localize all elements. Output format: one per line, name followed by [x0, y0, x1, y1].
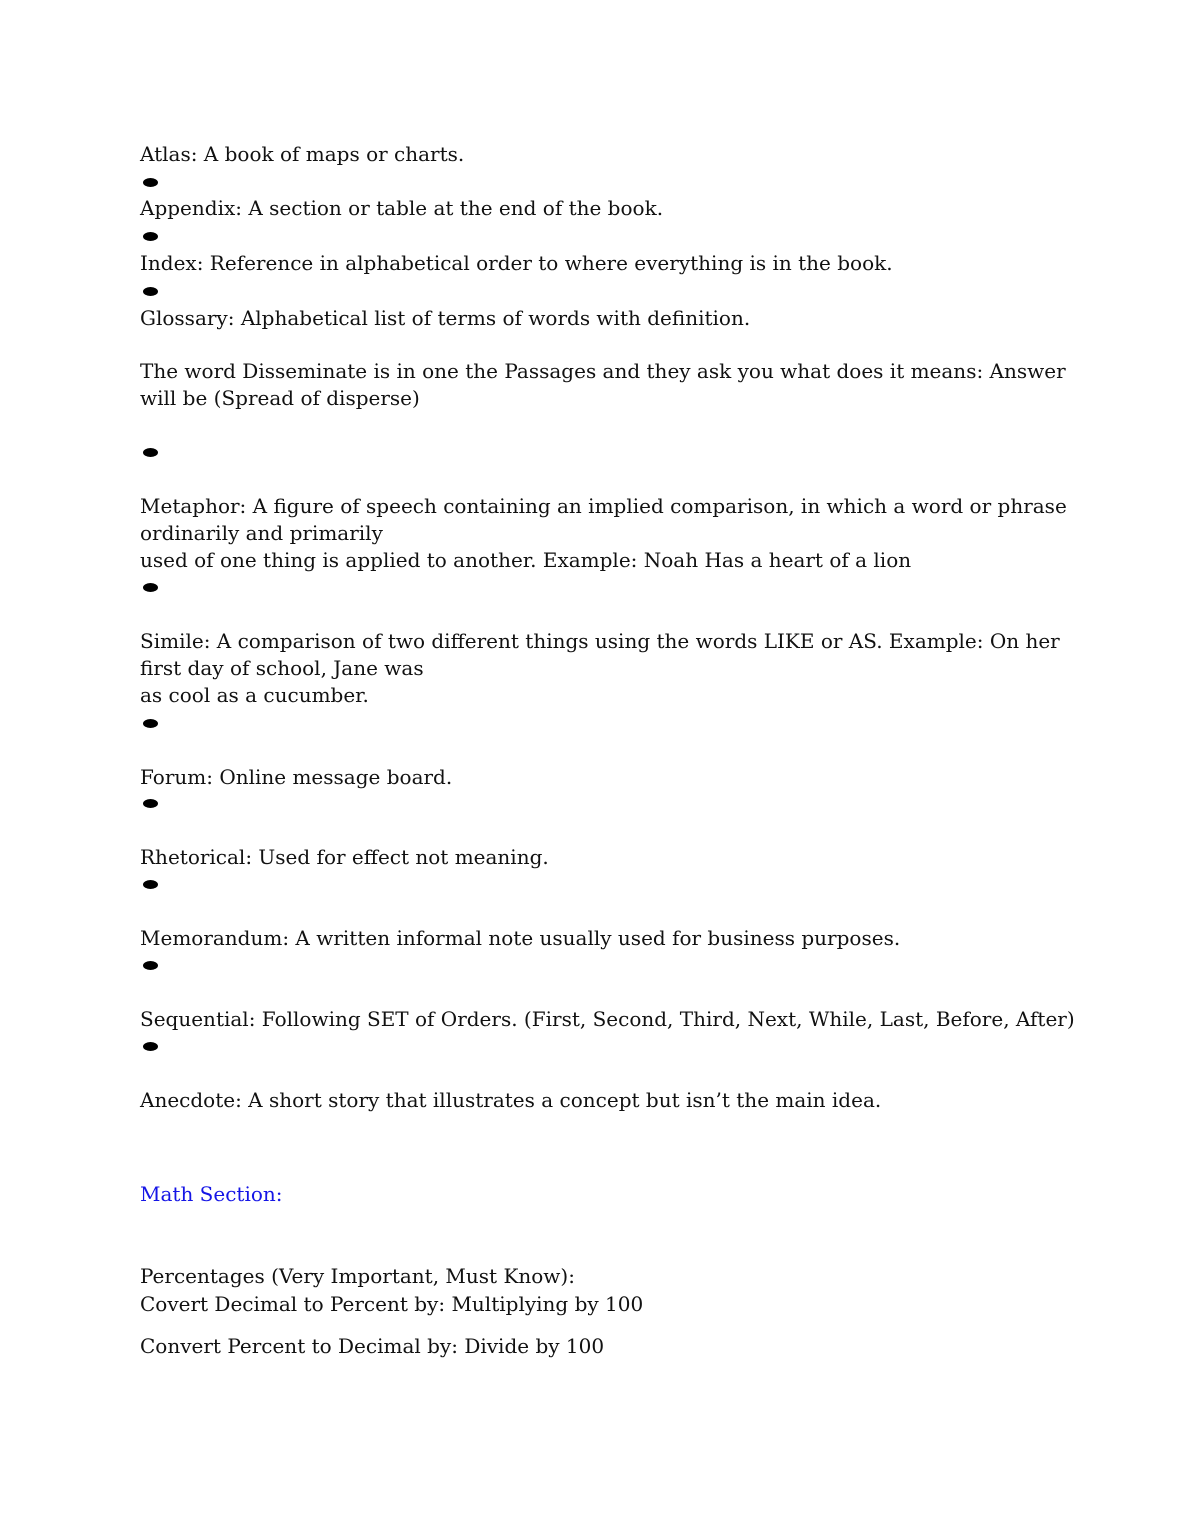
- bullet-icon: [143, 719, 158, 728]
- math-section-heading: Math Section:: [140, 1182, 283, 1206]
- entry-atlas: Atlas: A book of maps or charts.: [140, 142, 465, 166]
- entry-metaphor-line-2: ordinarily and primarily: [140, 521, 383, 545]
- entry-disseminate-line-1: The word Disseminate is in one the Passages and they ask you what does it means: Answer: [140, 359, 1066, 383]
- entry-metaphor-line-3: used of one thing is applied to another. Example: Noah Has a heart of a lion: [140, 548, 912, 572]
- entry-forum: Forum: Online message board.: [140, 765, 453, 789]
- bullet-icon: [143, 880, 158, 889]
- entry-simile-line-3: as cool as a cucumber.: [140, 683, 369, 707]
- decimal-to-percent: Covert Decimal to Percent by: Multiplying by 100: [140, 1292, 644, 1316]
- entry-simile-line-2: first day of school, Jane was: [140, 656, 424, 680]
- bullet-icon: [143, 232, 158, 241]
- entry-simile-line-1: Simile: A comparison of two different things using the words LIKE or AS. Example: On her: [140, 629, 1060, 653]
- bullet-icon: [143, 448, 158, 457]
- percent-to-decimal: Convert Percent to Decimal by: Divide by 100: [140, 1334, 605, 1358]
- entry-memorandum: Memorandum: A written informal note usually used for business purposes.: [140, 926, 901, 950]
- entry-rhetorical: Rhetorical: Used for effect not meaning.: [140, 845, 549, 869]
- bullet-icon: [143, 799, 158, 808]
- entry-anecdote: Anecdote: A short story that illustrates a concept but isn’t the main idea.: [140, 1088, 882, 1112]
- bullet-icon: [143, 287, 158, 296]
- percentages-title: Percentages (Very Important, Must Know):: [140, 1264, 575, 1288]
- entry-index: Index: Reference in alphabetical order to where everything is in the book.: [140, 251, 893, 275]
- bullet-icon: [143, 1042, 158, 1051]
- bullet-icon: [143, 961, 158, 970]
- bullet-icon: [143, 583, 158, 592]
- bullet-icon: [143, 178, 158, 187]
- entry-metaphor-line-1: Metaphor: A figure of speech containing an implied comparison, in which a word or phrase: [140, 494, 1067, 518]
- entry-disseminate-line-2: will be (Spread of disperse): [140, 386, 420, 410]
- entry-glossary: Glossary: Alphabetical list of terms of words with definition.: [140, 306, 751, 330]
- entry-appendix: Appendix: A section or table at the end of the book.: [140, 196, 664, 220]
- entry-sequential: Sequential: Following SET of Orders. (First, Second, Third, Next, While, Last, Before, After): [140, 1007, 1075, 1031]
